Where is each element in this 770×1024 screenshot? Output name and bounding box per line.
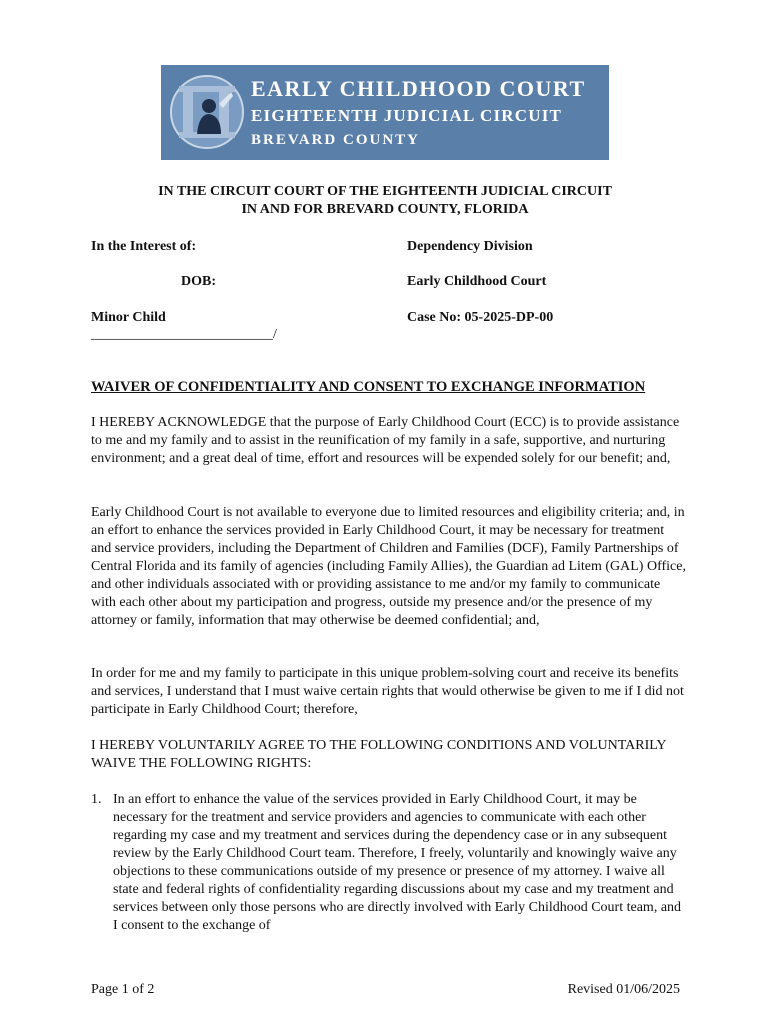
logo-subtitle: EIGHTEENTH JUDICIAL CIRCUIT bbox=[251, 106, 563, 125]
dob-label: DOB: bbox=[181, 274, 216, 289]
interest-of-label: In the Interest of: bbox=[91, 239, 197, 254]
division-label: Dependency Division bbox=[407, 239, 533, 254]
paragraph-acknowledge: I HEREBY ACKNOWLEDGE that the purpose of Early Childhood Court (ECC) is to provide assistance to me and my family and to assist in the reunification of my family in a safe, supportive, and nurturing environment; and a great deal of time, effort and resources will be expended solely for our benefit; and, bbox=[91, 415, 680, 466]
paragraph-availability: Early Childhood Court is not available to everyone due to limited resources and eligibility criteria; and, in an effort to enhance the services provided in Early Childhood Court, it may be necessary for treatment and service providers, including the Department of Children and Families (DCF), Family Partnerships of Central Florida and its family of agencies (including Family Allies), the Guardian ad Litem (GAL) Office, and other individuals associated with or providing assistance to me and/or my family to communicate with each other about my participation and progress, outside my presence and/or the presence of my attorney or family, information that may otherwise be deemed confidential; and, bbox=[91, 505, 686, 628]
document-title: WAIVER OF CONFIDENTIALITY AND CONSENT TO EXCHANGE INFORMATION bbox=[91, 379, 646, 395]
signature-line: __________________________/ bbox=[91, 327, 277, 342]
court-caption-line1: IN THE CIRCUIT COURT OF THE EIGHTEENTH JUDICIAL CIRCUIT bbox=[158, 184, 612, 199]
paragraph-agreement: I HEREBY VOLUNTARILY AGREE TO THE FOLLOWING CONDITIONS AND VOLUNTARILY WAIVE THE FOLLOWING RIGHTS: bbox=[91, 738, 667, 771]
court-logo bbox=[161, 65, 609, 160]
logo-title: EARLY CHILDHOOD COURT bbox=[251, 76, 586, 101]
court-caption-line2: IN AND FOR BREVARD COUNTY, FLORIDA bbox=[241, 202, 529, 217]
minor-child-label: Minor Child bbox=[91, 310, 166, 325]
page-number: Page 1 of 2 bbox=[91, 982, 155, 997]
list-item-text: In an effort to enhance the value of the services provided in Early Childhood Court, it may be necessary for the treatment and service providers and agencies to communicate with each other regarding my case and my treatment and services during the dependency case or in any subsequent review by the Early Childhood Court team. Therefore, I freely, voluntarily and knowingly waive any objections to these communications outside of my presence or presence of my attorney. I waive all state and federal rights of confidentiality regarding discussions about my case and my treatment and services between only those persons who are directly involved with Early Childhood Court team, and I consent to the exchange of bbox=[113, 792, 682, 933]
list-item bbox=[91, 791, 686, 935]
case-number: Case No: 05-2025-DP-00 bbox=[407, 310, 554, 325]
court-seal-icon bbox=[169, 74, 245, 150]
paragraph-participation: In order for me and my family to participate in this unique problem-solving court and receive its benefits and services, I understand that I must waive certain rights that would otherwise be given to me if I did not participate in Early Childhood Court; therefore, bbox=[91, 666, 684, 717]
revision-date: Revised 01/06/2025 bbox=[567, 982, 680, 997]
court-label: Early Childhood Court bbox=[407, 274, 547, 289]
logo-county: BREVARD COUNTY bbox=[251, 132, 420, 148]
list-item-number: 1. bbox=[91, 792, 102, 807]
